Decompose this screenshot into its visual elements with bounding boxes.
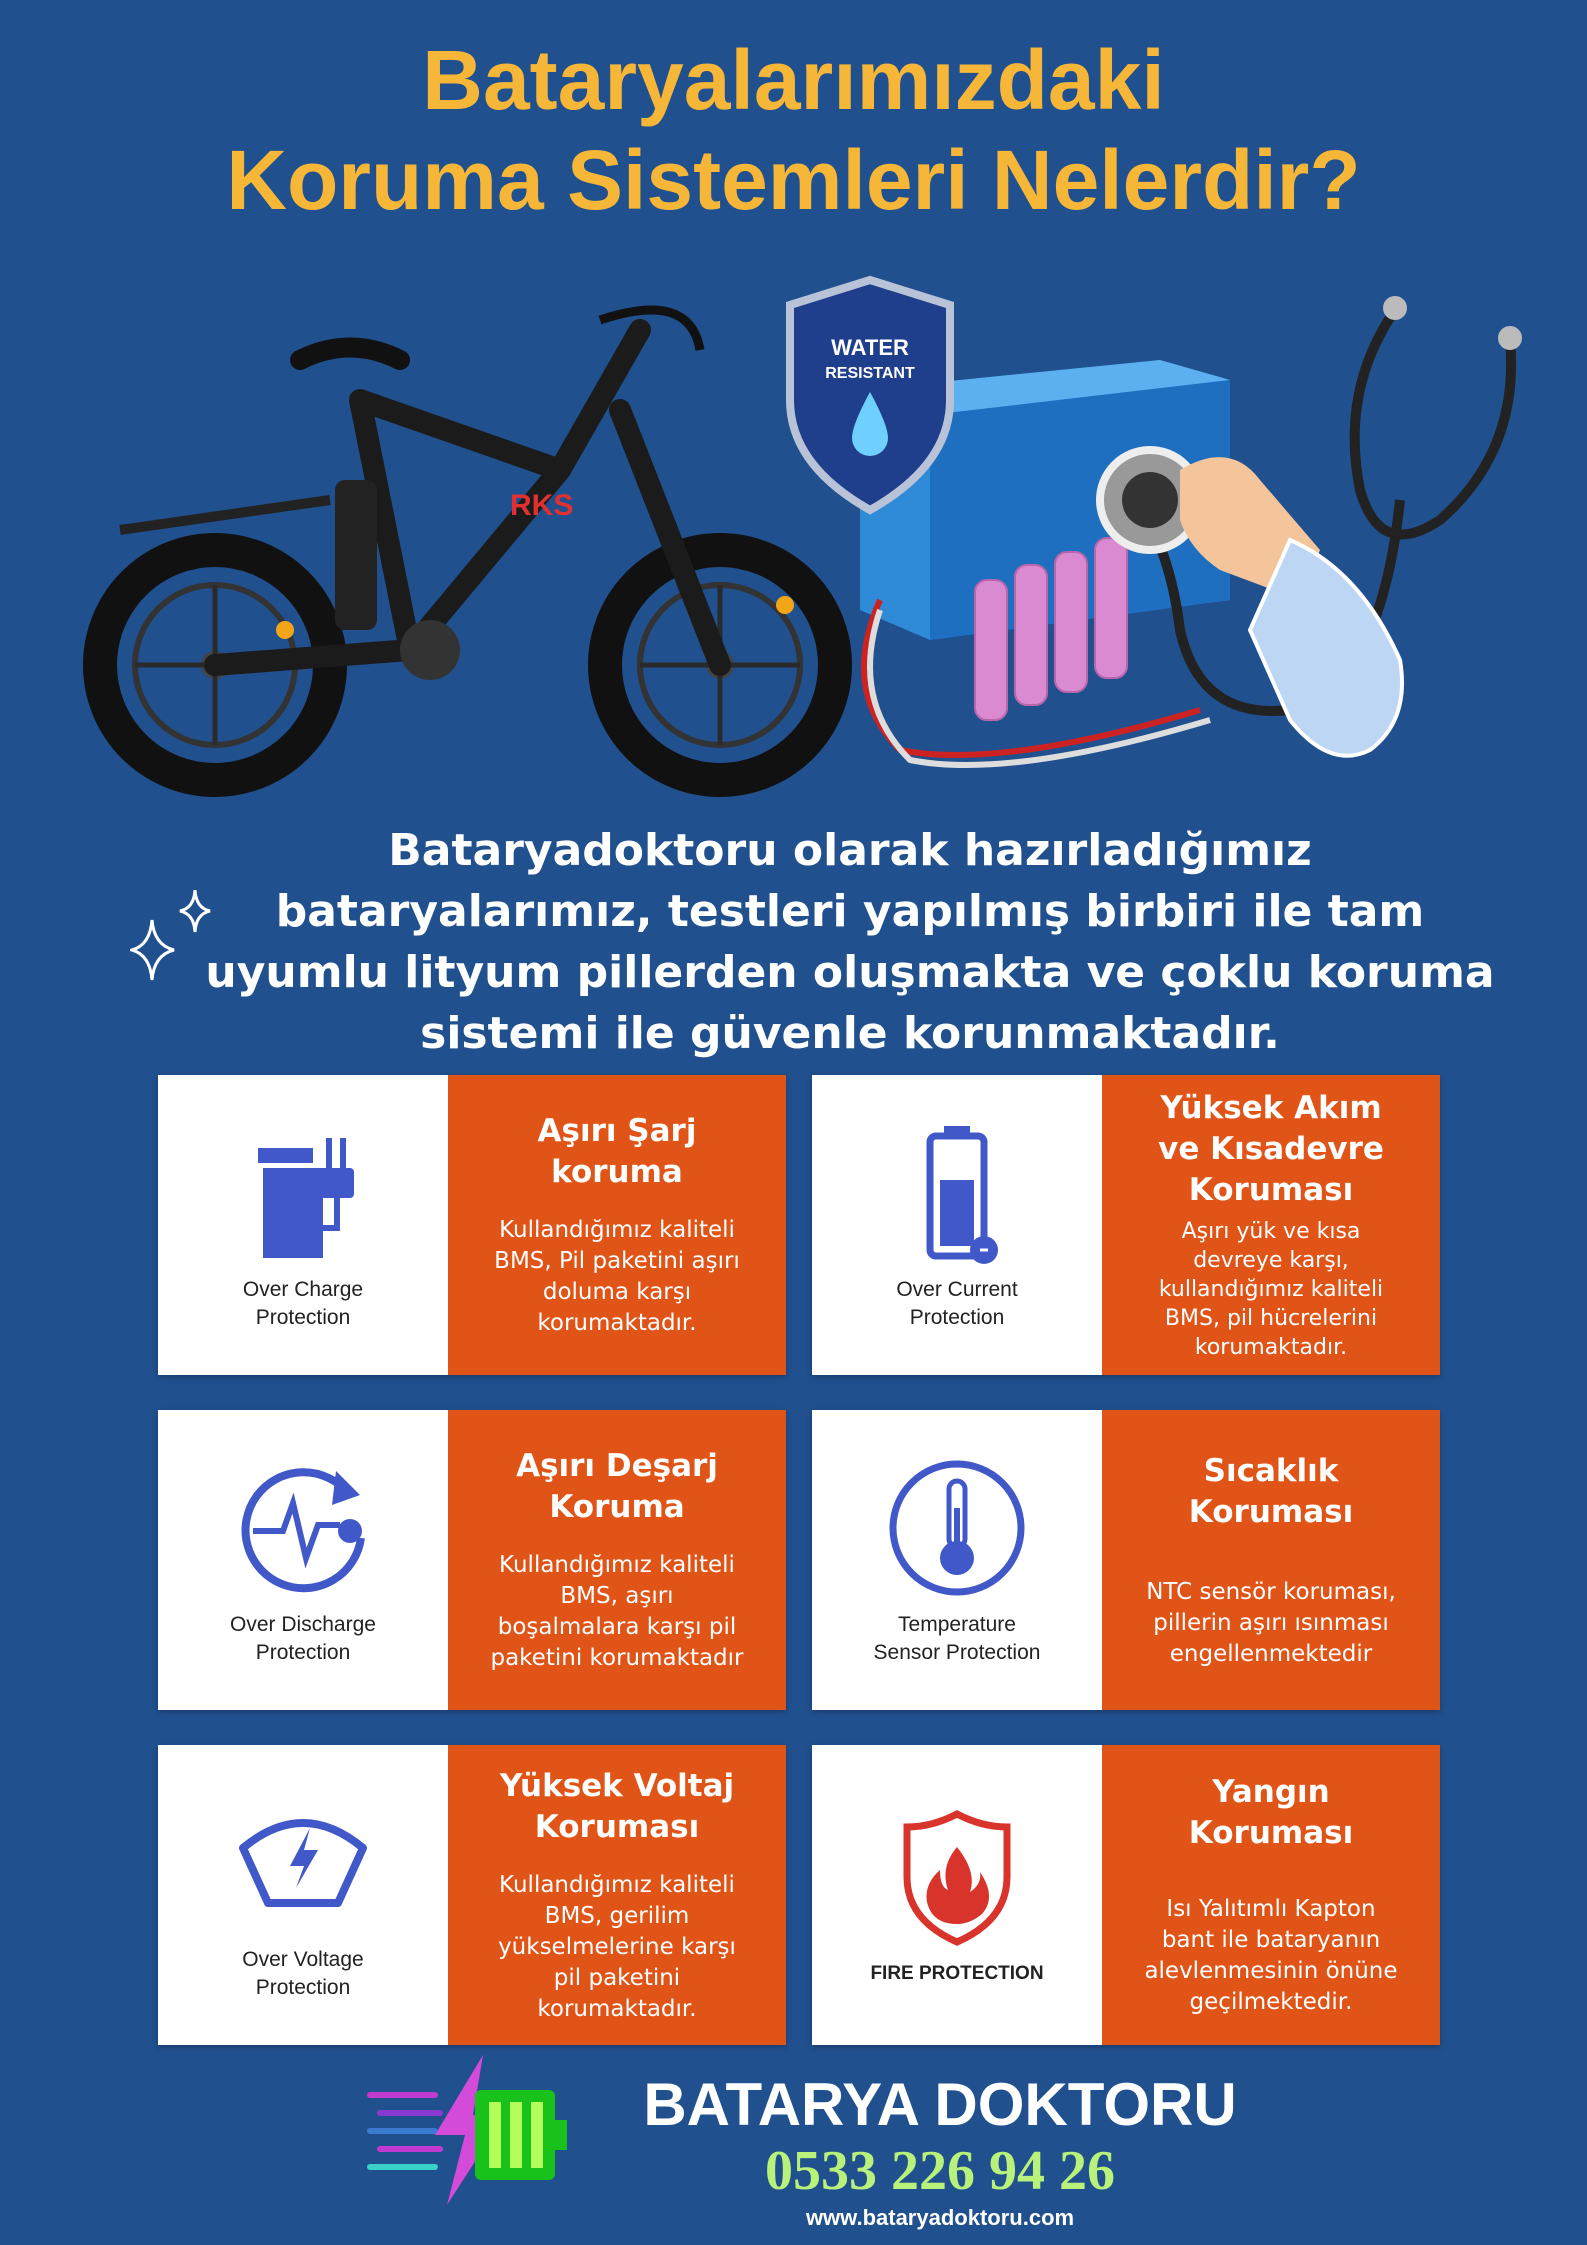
card-fire	[812, 1745, 1440, 2045]
card-text-panel	[1102, 1410, 1440, 1710]
desc-line: kullandığımız kaliteli	[1158, 1277, 1384, 1302]
heading-line: Koruması	[1188, 1815, 1354, 1851]
icon-caption-line-1: Over Charge	[242, 1278, 364, 1301]
icon-caption-line-1: FIRE PROTECTION	[870, 1963, 1044, 1984]
card-heading	[1189, 1451, 1353, 1533]
card-heading	[538, 1111, 697, 1193]
discharge-cycle-icon	[228, 1453, 378, 1603]
fire-shield-icon	[882, 1802, 1032, 1952]
card-icon-panel	[158, 1745, 448, 2045]
card-temperature	[812, 1410, 1440, 1710]
card-text-panel	[1102, 1745, 1440, 2045]
desc-line: korumaktadır.	[537, 1995, 697, 2022]
card-heading	[500, 1766, 734, 1848]
heading-line: Yüksek Voltaj	[499, 1767, 735, 1804]
desc-line: korumaktadır.	[1194, 1335, 1348, 1360]
desc-line: bant ile bataryanın	[1161, 1927, 1381, 1953]
card-description	[1159, 1217, 1383, 1362]
battery-icon	[882, 1118, 1032, 1268]
shield-text-1: WATER	[831, 335, 909, 360]
desc-line: doluma karşı	[542, 1279, 692, 1305]
desc-line: BMS, Pil paketini aşırı	[494, 1248, 740, 1274]
desc-line: Kullandığımız kaliteli	[499, 1217, 735, 1243]
heading-line: Koruması	[1188, 1172, 1354, 1208]
card-description	[490, 1550, 743, 1674]
heading-line: koruma	[551, 1154, 683, 1190]
heading-line: Koruma	[549, 1489, 685, 1525]
icon-caption-line-1: Temperature	[898, 1613, 1016, 1636]
intro-line-2: bataryalarımız, testleri yapılmış birbiri ile tam	[275, 886, 1425, 937]
card-icon-panel	[812, 1745, 1102, 2045]
card-icon-panel	[158, 1410, 448, 1710]
card-description	[1144, 1894, 1397, 2018]
card-over-voltage	[158, 1745, 786, 2045]
ebike-image	[100, 310, 835, 780]
icon-caption-line-2: Protection	[255, 1976, 351, 1999]
shield-text-2: RESISTANT	[825, 365, 915, 382]
phone-number: 0533 226 94 26	[765, 2140, 1115, 2202]
card-text-panel	[448, 1075, 786, 1375]
card-heading	[516, 1446, 718, 1528]
card-heading	[1158, 1088, 1384, 1211]
desc-line: boşalmalara karşı pil	[497, 1614, 737, 1640]
heading-line: Yüksek Akım	[1160, 1090, 1382, 1126]
card-icon-panel	[158, 1075, 448, 1375]
heading-line: Aşırı Şarj	[537, 1113, 697, 1149]
over-charge-icon	[228, 1118, 378, 1268]
icon-caption-line-2: Protection	[255, 1641, 351, 1664]
desc-line: pil paketini	[553, 1964, 681, 1991]
hero-illustration	[0, 270, 1587, 810]
heading-line: Aşırı Deşarj	[516, 1448, 718, 1484]
card-icon-panel	[812, 1410, 1102, 1710]
desc-line: engellenmektedir	[1169, 1640, 1373, 1667]
title-line-2: Koruma Sistemleri Nelerdir?	[226, 133, 1361, 227]
title-line-1: Bataryalarımızdaki	[422, 33, 1165, 127]
card-heading	[1189, 1772, 1353, 1854]
desc-line: yükselmelerine karşı	[498, 1933, 736, 1960]
website-link[interactable]: www.bataryadoktoru.com	[805, 2205, 1075, 2230]
card-icon-panel	[812, 1075, 1102, 1375]
heading-line: ve Kısadevre	[1158, 1131, 1384, 1167]
icon-caption-line-2: Protection	[909, 1306, 1005, 1329]
heading-line: Koruması	[1188, 1493, 1354, 1530]
icon-caption-line-1: Over Current	[896, 1278, 1018, 1301]
desc-line: geçilmektedir.	[1189, 1989, 1353, 2015]
intro-line-4: sistemi ile güvenle korunmaktadır.	[420, 1008, 1280, 1059]
desc-line: devreye karşı,	[1193, 1248, 1349, 1273]
desc-line: pillerin aşırı ısınması	[1153, 1609, 1389, 1636]
heading-line: Sıcaklık	[1203, 1452, 1339, 1489]
desc-line: BMS, gerilim	[544, 1902, 690, 1929]
card-text-panel	[448, 1745, 786, 2045]
card-description	[498, 1870, 736, 2025]
desc-line: paketini korumaktadır	[490, 1645, 744, 1671]
card-over-discharge	[158, 1410, 786, 1710]
desc-line: NTC sensör koruması,	[1146, 1578, 1396, 1605]
heading-line: Koruması	[534, 1808, 700, 1845]
intro-line-3: uyumlu lityum pillerden oluşmakta ve çoklu koruma	[205, 947, 1495, 998]
card-over-current	[812, 1075, 1440, 1375]
desc-line: korumaktadır.	[537, 1310, 697, 1336]
brand-name: BATARYA DOKTORU	[643, 2071, 1237, 2138]
icon-caption-line-2: Protection	[255, 1306, 351, 1329]
icon-caption-line-2: Sensor Protection	[873, 1641, 1041, 1664]
card-description	[1146, 1577, 1396, 1670]
desc-line: Isı Yalıtımlı Kapton	[1166, 1896, 1376, 1922]
desc-line: Aşırı yük ve kısa	[1181, 1219, 1361, 1244]
desc-line: alevlenmesinin önüne	[1144, 1958, 1398, 1984]
desc-line: BMS, aşırı	[560, 1583, 674, 1609]
desc-line: Kullandığımız kaliteli	[499, 1871, 735, 1898]
voltage-gauge-icon	[228, 1788, 378, 1938]
thermometer-icon	[882, 1453, 1032, 1603]
desc-line: Kullandığımız kaliteli	[499, 1552, 735, 1578]
intro-text	[180, 820, 1520, 1064]
heading-line: Yangın	[1212, 1774, 1330, 1810]
brand-logo-icon	[365, 2055, 575, 2205]
page-title	[0, 30, 1587, 230]
card-text-panel	[1102, 1075, 1440, 1375]
bike-logo: RKS	[510, 489, 574, 522]
intro-line-1: Bataryadoktoru olarak hazırladığımız	[388, 825, 1312, 876]
desc-line: BMS, pil hücrelerini	[1164, 1306, 1378, 1331]
card-description	[494, 1215, 740, 1339]
card-text-panel	[448, 1410, 786, 1710]
icon-caption-line-1: Over Discharge	[230, 1613, 376, 1636]
icon-caption-line-1: Over Voltage	[242, 1948, 364, 1971]
card-over-charge	[158, 1075, 786, 1375]
